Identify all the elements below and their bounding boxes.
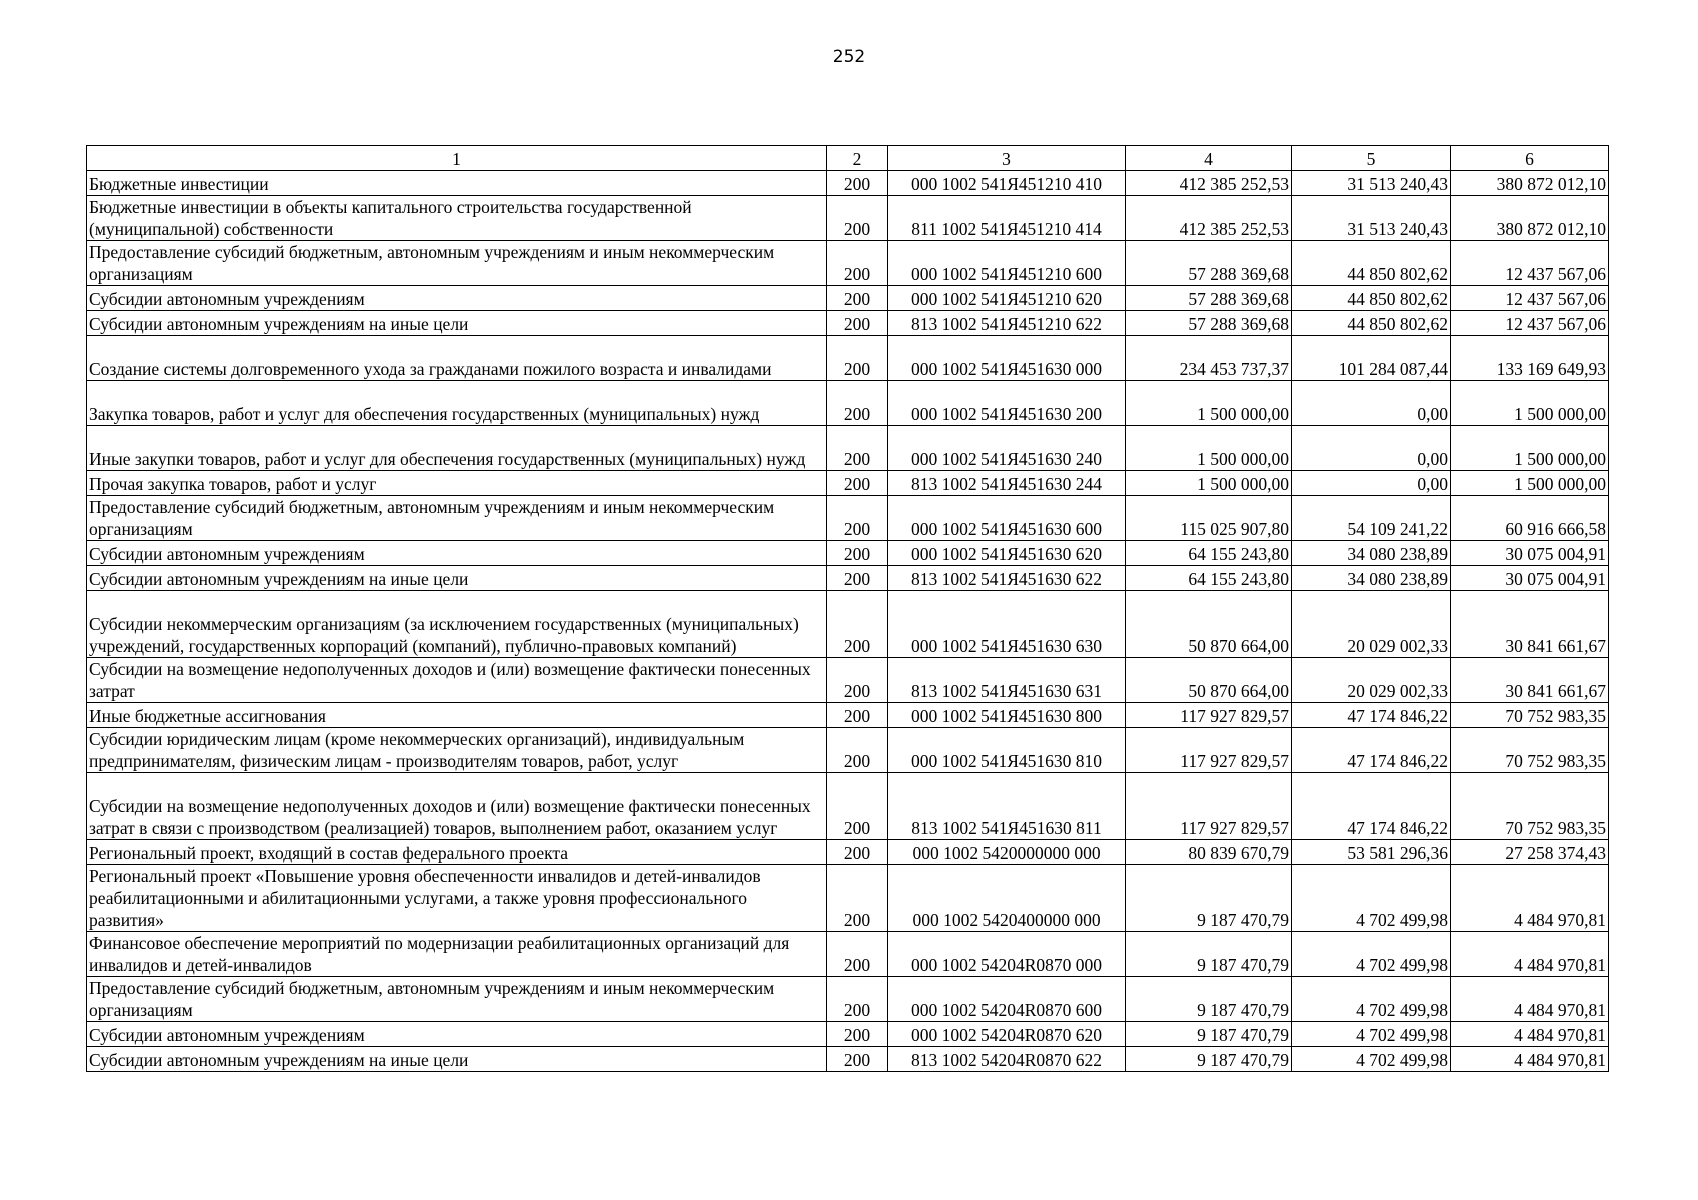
row-name: Предоставление субсидий бюджетным, автономным учреждениям и иным некоммерческим организациям [87, 496, 827, 541]
row-value-6: 380 872 012,10 [1451, 171, 1609, 196]
row-classifier: 813 1002 541Я451630 622 [888, 566, 1126, 591]
row-value-4: 1 500 000,00 [1126, 426, 1292, 471]
row-value-5: 0,00 [1292, 426, 1451, 471]
row-classifier: 813 1002 54204R0870 622 [888, 1047, 1126, 1072]
table-row [87, 541, 1609, 566]
row-name: Субсидии на возмещение недополученных доходов и (или) возмещение фактически понесенных затрат в связи с производством (реализацией) товаров, выполнением работ, оказанием услуг [87, 773, 827, 840]
row-value-6: 4 484 970,81 [1451, 865, 1609, 932]
table-row [87, 566, 1609, 591]
row-code: 200 [827, 286, 888, 311]
table-row [87, 840, 1609, 865]
table-row [87, 658, 1609, 703]
row-value-4: 57 288 369,68 [1126, 311, 1292, 336]
row-value-6: 30 075 004,91 [1451, 566, 1609, 591]
row-code: 200 [827, 977, 888, 1022]
table-row [87, 426, 1609, 471]
row-classifier: 813 1002 541Я451630 811 [888, 773, 1126, 840]
row-classifier: 000 1002 541Я451210 600 [888, 241, 1126, 286]
row-value-6: 133 169 649,93 [1451, 336, 1609, 381]
row-code: 200 [827, 496, 888, 541]
row-value-4: 9 187 470,79 [1126, 1047, 1292, 1072]
row-value-6: 60 916 666,58 [1451, 496, 1609, 541]
row-value-5: 101 284 087,44 [1292, 336, 1451, 381]
row-value-4: 9 187 470,79 [1126, 932, 1292, 977]
row-value-4: 412 385 252,53 [1126, 196, 1292, 241]
row-value-5: 44 850 802,62 [1292, 241, 1451, 286]
row-value-4: 1 500 000,00 [1126, 381, 1292, 426]
table-row [87, 865, 1609, 932]
row-name: Бюджетные инвестиции [87, 171, 827, 196]
table-row [87, 1022, 1609, 1047]
row-classifier: 000 1002 54204R0870 620 [888, 1022, 1126, 1047]
row-value-5: 53 581 296,36 [1292, 840, 1451, 865]
row-name: Закупка товаров, работ и услуг для обеспечения государственных (муниципальных) нужд [87, 381, 827, 426]
row-classifier: 000 1002 541Я451630 620 [888, 541, 1126, 566]
row-classifier: 000 1002 54204R0870 000 [888, 932, 1126, 977]
row-value-6: 4 484 970,81 [1451, 1022, 1609, 1047]
row-value-5: 20 029 002,33 [1292, 591, 1451, 658]
row-name: Субсидии автономным учреждениям на иные цели [87, 1047, 827, 1072]
table-row [87, 241, 1609, 286]
page-number: 252 [832, 47, 866, 67]
row-value-5: 0,00 [1292, 471, 1451, 496]
row-value-6: 380 872 012,10 [1451, 196, 1609, 241]
row-name: Иные бюджетные ассигнования [87, 703, 827, 728]
column-header-4: 4 [1126, 146, 1292, 171]
row-classifier: 813 1002 541Я451630 631 [888, 658, 1126, 703]
table-row [87, 286, 1609, 311]
row-code: 200 [827, 426, 888, 471]
row-value-5: 31 513 240,43 [1292, 196, 1451, 241]
row-code: 200 [827, 196, 888, 241]
row-value-4: 50 870 664,00 [1126, 658, 1292, 703]
row-name: Субсидии юридическим лицам (кроме некоммерческих организаций), индивидуальным предпринимателям, физическим лицам - производителям товаров, работ, услуг [87, 728, 827, 773]
column-header-2: 2 [827, 146, 888, 171]
row-name: Субсидии автономным учреждениям на иные цели [87, 311, 827, 336]
row-value-6: 4 484 970,81 [1451, 977, 1609, 1022]
row-value-4: 9 187 470,79 [1126, 1022, 1292, 1047]
row-name: Создание системы долговременного ухода за гражданами пожилого возраста и инвалидами [87, 336, 827, 381]
row-value-4: 50 870 664,00 [1126, 591, 1292, 658]
row-value-6: 12 437 567,06 [1451, 286, 1609, 311]
row-value-5: 0,00 [1292, 381, 1451, 426]
row-value-4: 234 453 737,37 [1126, 336, 1292, 381]
table-row [87, 728, 1609, 773]
row-code: 200 [827, 336, 888, 381]
column-header-1: 1 [87, 146, 827, 171]
row-value-5: 44 850 802,62 [1292, 286, 1451, 311]
table-row [87, 336, 1609, 381]
row-value-6: 1 500 000,00 [1451, 426, 1609, 471]
row-code: 200 [827, 932, 888, 977]
row-value-6: 27 258 374,43 [1451, 840, 1609, 865]
row-name: Субсидии некоммерческим организациям (за исключением государственных (муниципальных) учреждений, государственных корпораций (компаний), публично-правовых компаний) [87, 591, 827, 658]
row-code: 200 [827, 773, 888, 840]
row-value-5: 4 702 499,98 [1292, 1047, 1451, 1072]
row-code: 200 [827, 566, 888, 591]
row-name: Субсидии на возмещение недополученных доходов и (или) возмещение фактически понесенных затрат [87, 658, 827, 703]
row-name: Предоставление субсидий бюджетным, автономным учреждениям и иным некоммерческим организациям [87, 241, 827, 286]
row-code: 200 [827, 865, 888, 932]
row-value-6: 30 841 661,67 [1451, 591, 1609, 658]
row-classifier: 000 1002 541Я451630 240 [888, 426, 1126, 471]
row-value-5: 34 080 238,89 [1292, 541, 1451, 566]
row-value-4: 9 187 470,79 [1126, 977, 1292, 1022]
row-value-4: 57 288 369,68 [1126, 241, 1292, 286]
row-value-4: 9 187 470,79 [1126, 865, 1292, 932]
row-name: Иные закупки товаров, работ и услуг для обеспечения государственных (муниципальных) нужд [87, 426, 827, 471]
row-value-5: 4 702 499,98 [1292, 865, 1451, 932]
table-row [87, 171, 1609, 196]
column-header-6: 6 [1451, 146, 1609, 171]
row-value-4: 64 155 243,80 [1126, 566, 1292, 591]
row-name: Субсидии автономным учреждениям на иные цели [87, 566, 827, 591]
row-code: 200 [827, 591, 888, 658]
row-classifier: 813 1002 541Я451210 622 [888, 311, 1126, 336]
row-code: 200 [827, 541, 888, 566]
row-classifier: 000 1002 5420000000 000 [888, 840, 1126, 865]
row-code: 200 [827, 241, 888, 286]
table-row [87, 381, 1609, 426]
row-value-6: 70 752 983,35 [1451, 728, 1609, 773]
row-code: 200 [827, 1047, 888, 1072]
row-value-6: 12 437 567,06 [1451, 241, 1609, 286]
table-row [87, 471, 1609, 496]
row-classifier: 000 1002 54204R0870 600 [888, 977, 1126, 1022]
row-name: Субсидии автономным учреждениям [87, 1022, 827, 1047]
table-row [87, 1047, 1609, 1072]
row-value-5: 31 513 240,43 [1292, 171, 1451, 196]
row-name: Региональный проект «Повышение уровня обеспеченности инвалидов и детей-инвалидов реабилитационными и абилитационными услугами, а также уровня профессионального развития» [87, 865, 827, 932]
row-value-6: 1 500 000,00 [1451, 471, 1609, 496]
row-value-5: 47 174 846,22 [1292, 728, 1451, 773]
row-classifier: 000 1002 541Я451630 630 [888, 591, 1126, 658]
row-value-6: 30 841 661,67 [1451, 658, 1609, 703]
row-name: Субсидии автономным учреждениям [87, 541, 827, 566]
row-value-5: 34 080 238,89 [1292, 566, 1451, 591]
row-classifier: 000 1002 541Я451630 810 [888, 728, 1126, 773]
row-value-6: 70 752 983,35 [1451, 703, 1609, 728]
row-value-4: 64 155 243,80 [1126, 541, 1292, 566]
row-value-6: 1 500 000,00 [1451, 381, 1609, 426]
row-name: Субсидии автономным учреждениям [87, 286, 827, 311]
row-code: 200 [827, 311, 888, 336]
row-value-5: 47 174 846,22 [1292, 703, 1451, 728]
column-header-3: 3 [888, 146, 1126, 171]
row-value-4: 412 385 252,53 [1126, 171, 1292, 196]
row-value-4: 117 927 829,57 [1126, 728, 1292, 773]
row-code: 200 [827, 703, 888, 728]
row-name: Региональный проект, входящий в состав федерального проекта [87, 840, 827, 865]
row-classifier: 000 1002 541Я451630 600 [888, 496, 1126, 541]
column-header-5: 5 [1292, 146, 1451, 171]
row-value-5: 44 850 802,62 [1292, 311, 1451, 336]
row-name: Финансовое обеспечение мероприятий по модернизации реабилитационных организаций для инвалидов и детей-инвалидов [87, 932, 827, 977]
row-code: 200 [827, 171, 888, 196]
table-row [87, 977, 1609, 1022]
row-name: Предоставление субсидий бюджетным, автономным учреждениям и иным некоммерческим организациям [87, 977, 827, 1022]
row-value-4: 115 025 907,80 [1126, 496, 1292, 541]
table-row [87, 591, 1609, 658]
row-value-5: 20 029 002,33 [1292, 658, 1451, 703]
row-code: 200 [827, 381, 888, 426]
row-code: 200 [827, 658, 888, 703]
row-classifier: 813 1002 541Я451630 244 [888, 471, 1126, 496]
row-classifier: 000 1002 541Я451210 620 [888, 286, 1126, 311]
row-classifier: 000 1002 541Я451630 800 [888, 703, 1126, 728]
row-value-4: 57 288 369,68 [1126, 286, 1292, 311]
row-code: 200 [827, 840, 888, 865]
table-row [87, 932, 1609, 977]
table-row [87, 773, 1609, 840]
row-classifier: 000 1002 541Я451210 410 [888, 171, 1126, 196]
row-value-6: 12 437 567,06 [1451, 311, 1609, 336]
row-value-5: 4 702 499,98 [1292, 977, 1451, 1022]
row-classifier: 000 1002 541Я451630 000 [888, 336, 1126, 381]
table-row [87, 703, 1609, 728]
row-value-5: 54 109 241,22 [1292, 496, 1451, 541]
row-value-4: 1 500 000,00 [1126, 471, 1292, 496]
table-row [87, 196, 1609, 241]
row-value-4: 80 839 670,79 [1126, 840, 1292, 865]
row-name: Прочая закупка товаров, работ и услуг [87, 471, 827, 496]
row-value-4: 117 927 829,57 [1126, 773, 1292, 840]
row-value-6: 4 484 970,81 [1451, 1047, 1609, 1072]
row-code: 200 [827, 1022, 888, 1047]
row-value-6: 30 075 004,91 [1451, 541, 1609, 566]
row-classifier: 811 1002 541Я451210 414 [888, 196, 1126, 241]
row-value-5: 47 174 846,22 [1292, 773, 1451, 840]
row-code: 200 [827, 471, 888, 496]
table-row [87, 311, 1609, 336]
row-value-4: 117 927 829,57 [1126, 703, 1292, 728]
table-row [87, 496, 1609, 541]
row-classifier: 000 1002 5420400000 000 [888, 865, 1126, 932]
row-value-6: 4 484 970,81 [1451, 932, 1609, 977]
column-number-row [87, 146, 1609, 171]
row-value-5: 4 702 499,98 [1292, 1022, 1451, 1047]
row-value-6: 70 752 983,35 [1451, 773, 1609, 840]
row-name: Бюджетные инвестиции в объекты капитального строительства государственной (муниципальной) собственности [87, 196, 827, 241]
row-code: 200 [827, 728, 888, 773]
budget-table [86, 145, 1609, 1072]
row-value-5: 4 702 499,98 [1292, 932, 1451, 977]
row-classifier: 000 1002 541Я451630 200 [888, 381, 1126, 426]
